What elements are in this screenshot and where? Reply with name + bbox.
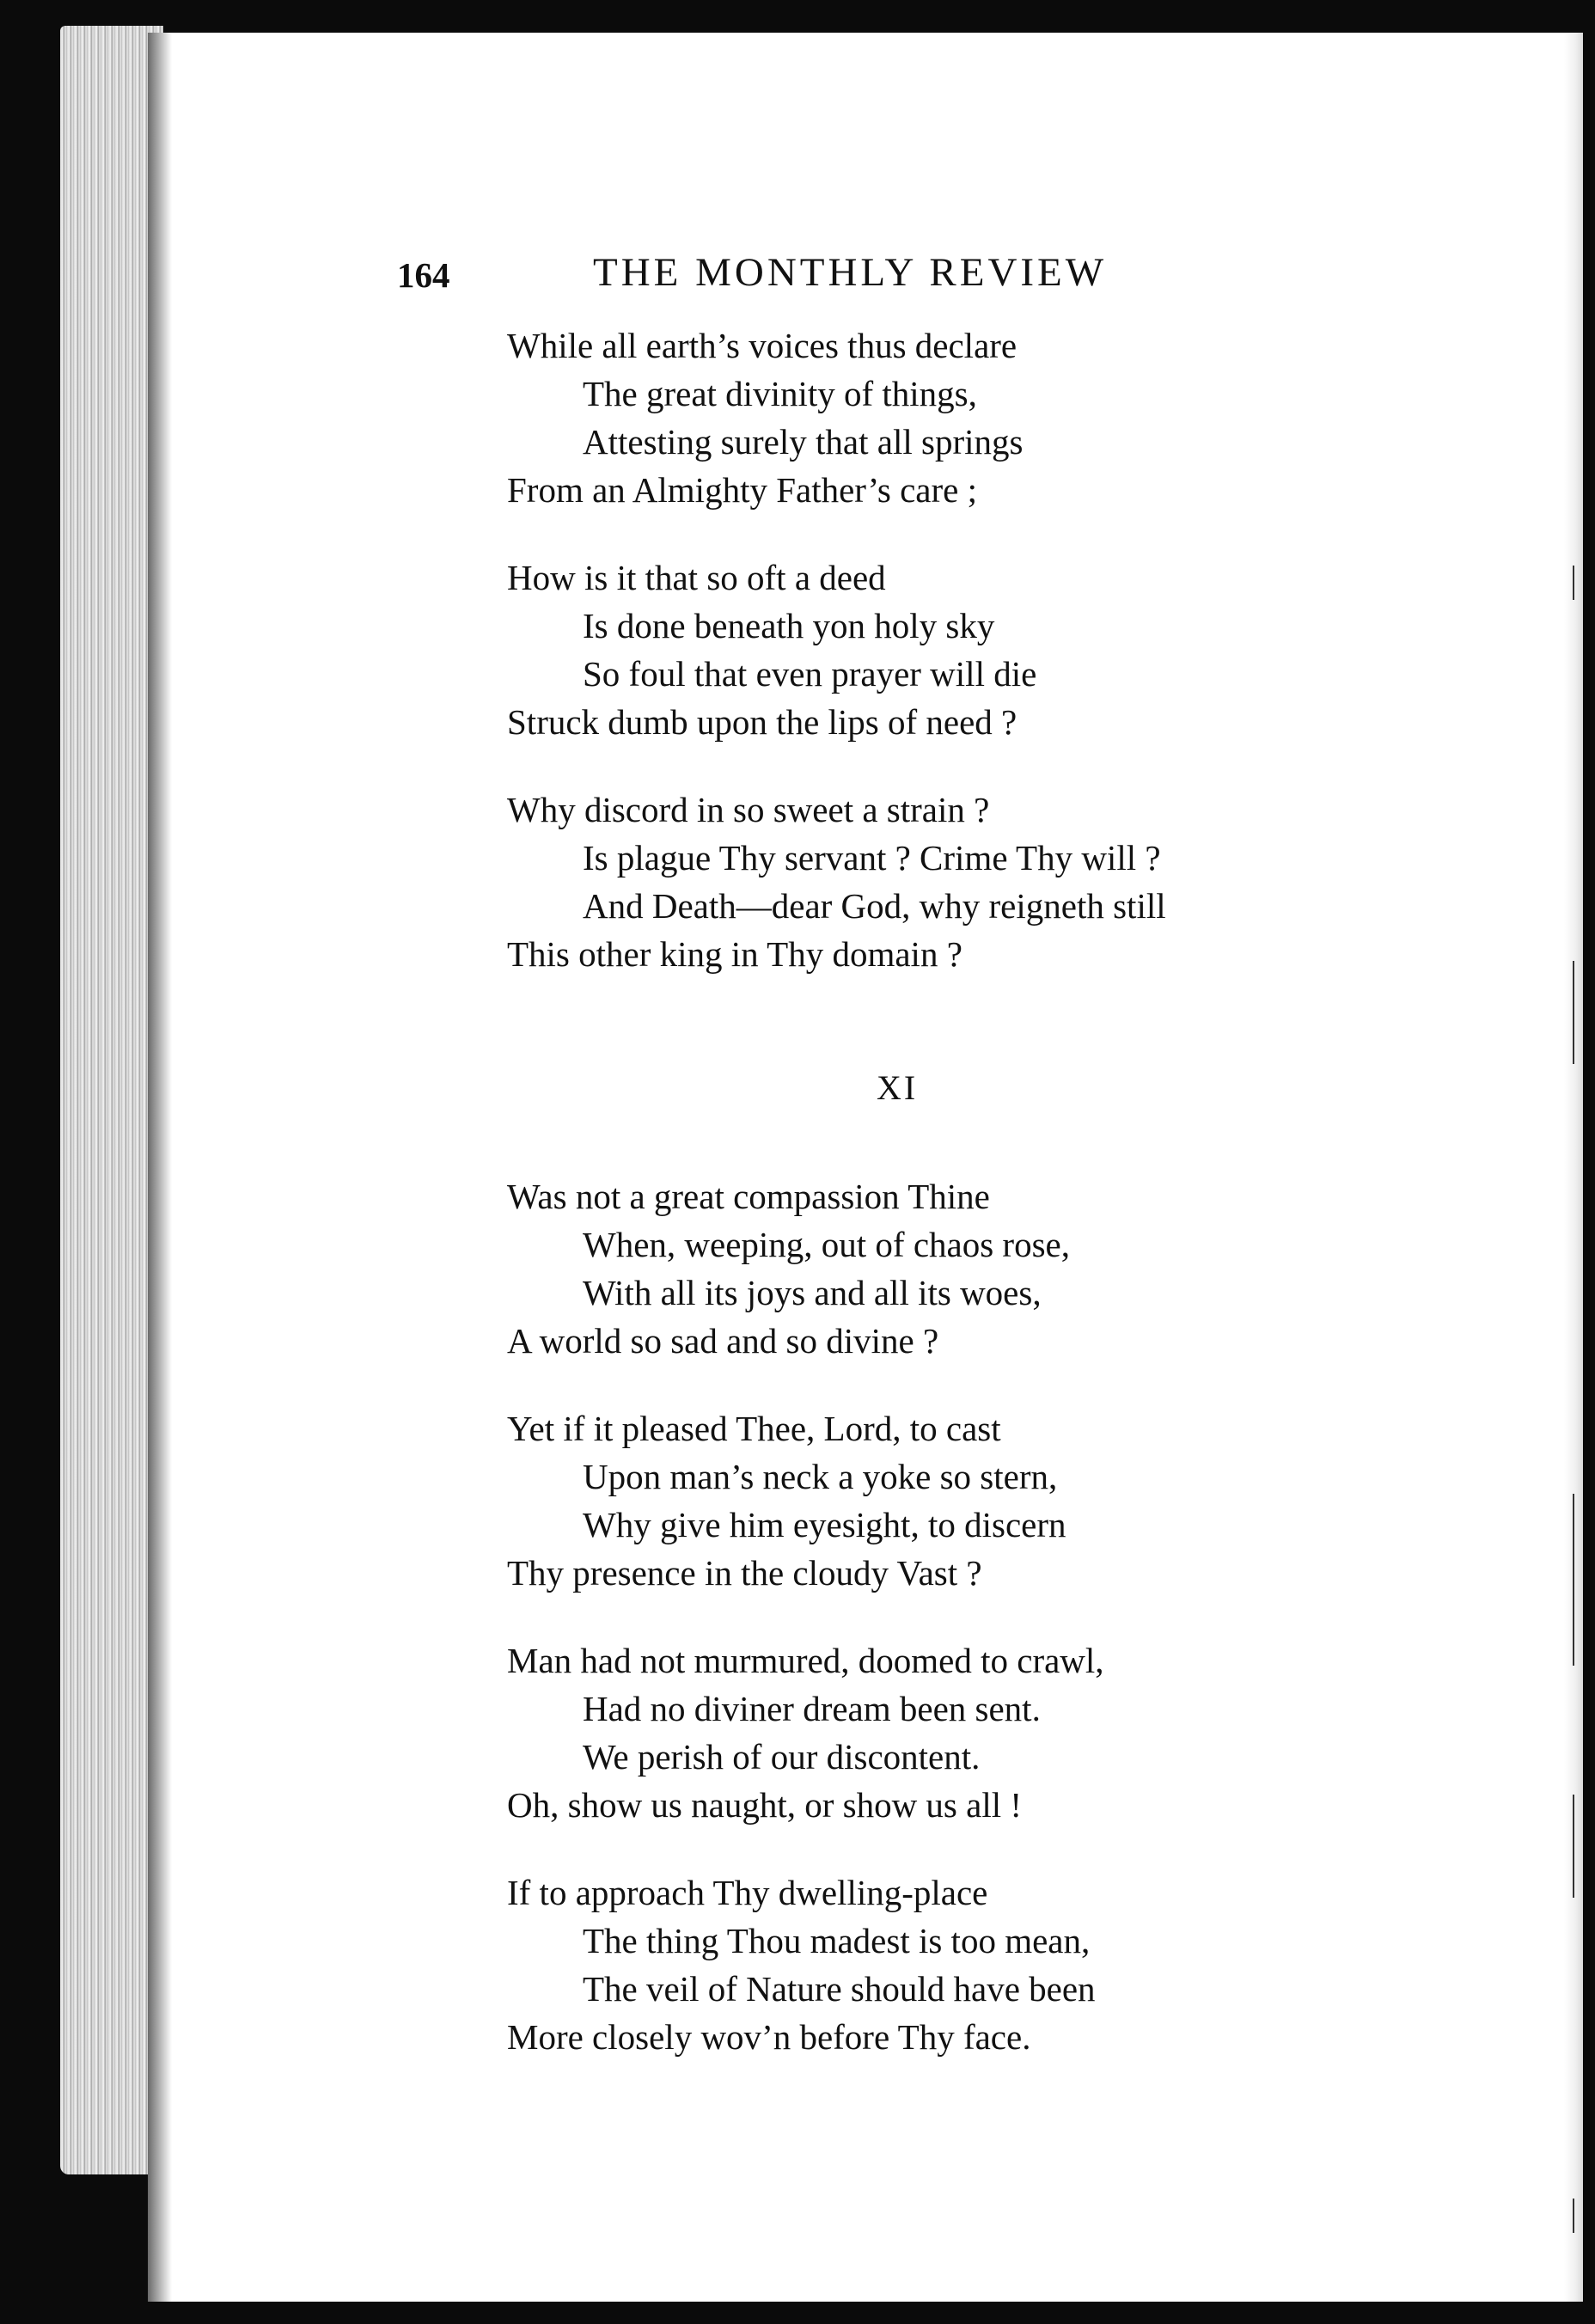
section-number: XI — [877, 1068, 919, 1107]
verse-line: Had no diviner dream been sent. — [583, 1689, 1041, 1728]
verse-line: So foul that even prayer will die — [583, 654, 1037, 694]
verse-line: More closely wov’n before Thy face. — [507, 2017, 1031, 2057]
verse-line: Is plague Thy servant ? Crime Thy will ? — [583, 838, 1161, 878]
verse-line: Man had not murmured, doomed to crawl, — [507, 1641, 1104, 1680]
stanza — [507, 321, 1538, 514]
stanza — [507, 1636, 1538, 1829]
verse-line: If to approach Thy dwelling-place — [507, 1873, 988, 1912]
verse-line: While all earth’s voices thus declare — [507, 326, 1018, 365]
poem — [507, 321, 1538, 2101]
verse-line: Yet if it pleased Thee, Lord, to cast — [507, 1409, 1001, 1448]
verse-line: Thy presence in the cloudy Vast ? — [507, 1553, 982, 1593]
verse-line: And Death—dear God, why reigneth still — [583, 886, 1166, 926]
stanza — [507, 1868, 1538, 2061]
stanza — [507, 553, 1538, 746]
verse-line: Struck dumb upon the lips of need ? — [507, 702, 1018, 742]
verse-line: We perish of our discontent. — [583, 1737, 981, 1777]
verse-line: When, weeping, out of chaos rose, — [583, 1225, 1070, 1264]
verse-line: The great divinity of things, — [583, 374, 977, 413]
stanza — [507, 1404, 1538, 1597]
verse-line: Why give him eyesight, to discern — [583, 1505, 1066, 1544]
verse-line: Was not a great compassion Thine — [507, 1177, 990, 1216]
verse-line: How is it that so oft a deed — [507, 558, 886, 597]
right-page-edge — [1564, 33, 1583, 2302]
verse-line: Oh, show us naught, or show us all ! — [507, 1785, 1023, 1825]
running-head — [148, 249, 1583, 309]
verse-line: Upon man’s neck a yoke so stern, — [583, 1457, 1058, 1496]
verse-line: This other king in Thy domain ? — [507, 934, 962, 974]
verse-line: With all its joys and all its woes, — [583, 1273, 1042, 1312]
verse-line: The thing Thou madest is too mean, — [583, 1921, 1091, 1960]
journal-title: THE MONTHLY REVIEW — [593, 250, 1108, 295]
verse-line: Is done beneath yon holy sky — [583, 606, 995, 645]
verse-line: A world so sad and so divine ? — [507, 1321, 939, 1361]
verse-line: From an Almighty Father’s care ; — [507, 470, 977, 510]
verse-line: The veil of Nature should have been — [583, 1969, 1096, 2009]
gutter-shadow — [148, 33, 172, 2302]
page-sheet — [148, 33, 1583, 2302]
page-number: 164 — [397, 255, 450, 295]
stanza — [507, 786, 1538, 978]
verse-line: Why discord in so sweet a strain ? — [507, 790, 990, 829]
stanza — [507, 1172, 1538, 1365]
verse-line: Attesting surely that all springs — [583, 422, 1024, 462]
